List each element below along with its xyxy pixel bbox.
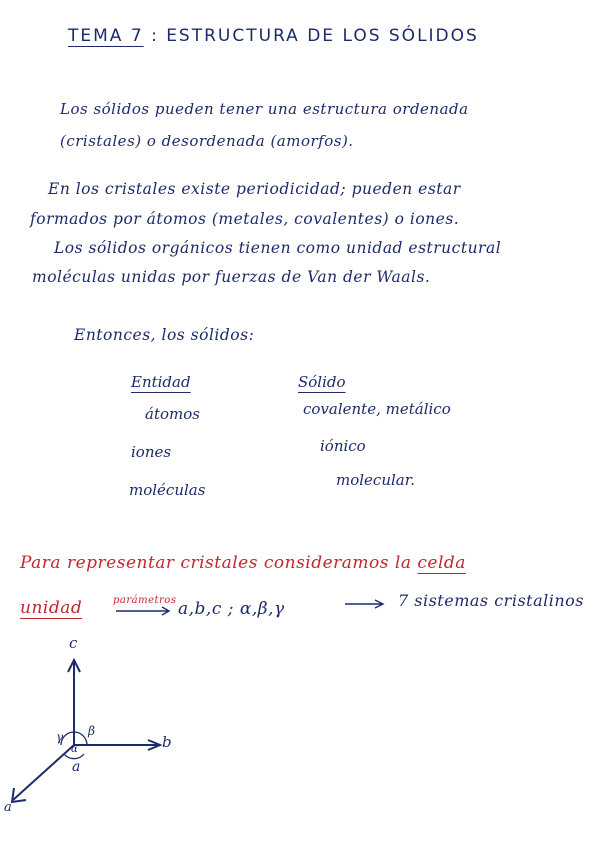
- paragraph-1-line-1: Los sólidos pueden tener una estructura ordenada: [60, 100, 469, 118]
- paragraph-1-line-2: (cristales) o desordenada (amorfos).: [60, 132, 354, 150]
- paragraph-2-line-1: En los cristales existe periodicidad; pueden estar: [48, 180, 461, 198]
- axis-b-label: b: [162, 733, 173, 751]
- table-cell-entity-2: iones: [131, 443, 172, 461]
- term-celda: celda: [417, 553, 466, 573]
- table-cell-solid-2: iónico: [320, 437, 366, 455]
- title-topic-name: : ESTRUCTURA DE LOS SÓLIDOS: [151, 26, 479, 46]
- angle-beta-label: β: [88, 724, 96, 738]
- angle-gamma-label: γ: [56, 730, 64, 744]
- table-header-entity: Entidad: [131, 373, 191, 391]
- angle-alpha-label: α: [71, 744, 79, 755]
- term-unidad: unidad: [20, 598, 83, 618]
- paragraph-2-line-4: moléculas unidas por fuerzas de Van der Waals.: [32, 268, 431, 286]
- section-2-line-1-text: Para representar cristales consideramos la: [20, 553, 418, 573]
- result-arrow-icon: [345, 600, 383, 608]
- paragraph-2-line-2: formados por átomos (metales, covalentes) o iones.: [30, 210, 460, 228]
- params-label: parámetros: [113, 595, 177, 606]
- axes-diagram: [12, 660, 160, 802]
- table-cell-solid-3: molecular.: [336, 471, 416, 489]
- table-header-solid: Sólido: [298, 373, 346, 391]
- table-cell-entity-1: átomos: [145, 405, 200, 423]
- table-cell-entity-3: moléculas: [129, 481, 206, 499]
- crystal-systems: 7 sistemas cristalinos: [398, 591, 584, 610]
- axis-a-label: a: [72, 759, 81, 775]
- paragraph-3: Entonces, los sólidos:: [74, 326, 255, 344]
- axis-a-line: [13, 745, 74, 800]
- axis-a-tip-label: a: [4, 800, 13, 815]
- paragraph-2-line-3: Los sólidos orgánicos tienen como unidad estructural: [54, 239, 502, 257]
- axis-c-label: c: [69, 634, 78, 652]
- params-arrow-icon: [116, 607, 169, 615]
- title-topic-number: TEMA 7: [68, 26, 144, 46]
- params-list: a,b,c ; α,β,γ: [178, 599, 285, 619]
- table-cell-solid-1: covalente, metálico: [303, 400, 451, 418]
